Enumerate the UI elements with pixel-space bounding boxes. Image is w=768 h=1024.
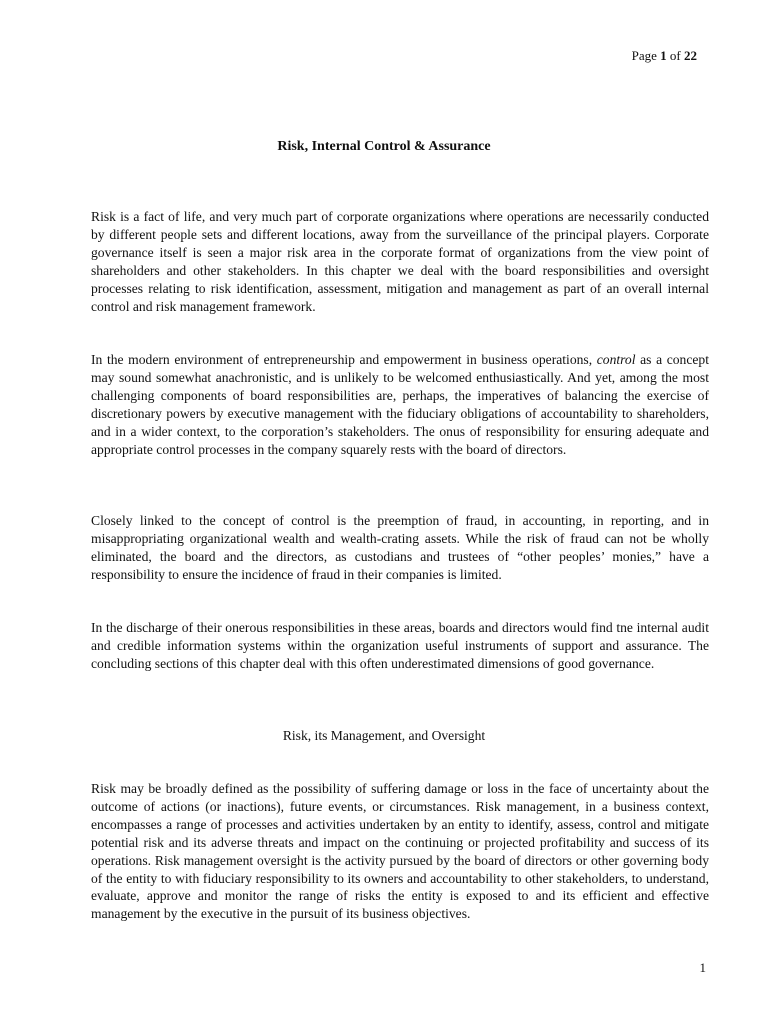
- paragraph-control-text-end: as a concept may sound somewhat anachronistic, and is unlikely to be welcomed enthusiastically. And yet, among the most challenging components of board responsibilities are, perhaps, the imperatives of balancing the exercise of discretionary powers by executive management with the fiduciary obligations of accountability to shareholders, and in a wider context, to the corporation’s stakeholders. The onus of responsibility for ensuring adequate and appropriate control processes in the company squarely rests with the board of directors.: [91, 352, 709, 457]
- paragraph-risk-definition: Risk may be broadly defined as the possibility of suffering damage or loss in the face of uncertainty about the outcome of actions (or inactions), future events, or circumstances. Risk management, in a business context, encompasses a range of processes and activities undertaken by an entity to identify, assess, control and mitigate potential risk and its adverse threats and impact on the continuing or projected profitability and success of its operations. Risk management oversight is the activity pursued by the board of directors or other governing body of the entity to with fiduciary responsibility to its owners and accountability to other stakeholders, to understand, evaluate, approve and monitor the range of risks the entity is exposed to and its efficient and effective management by the executive in the pursuit of its business objectives.: [91, 781, 709, 922]
- page-header: [632, 47, 697, 65]
- page-footer-number: 1: [699, 960, 706, 975]
- paragraph-intro: Risk is a fact of life, and very much part of corporate organizations where operations are necessarily conducted by different people sets and different locations, away from the surveillance of the principal players. Corporate governance itself is seen a major risk area in the corporate format of organizations from the view point of shareholders and other stakeholders. In this chapter we deal with the board responsibilities and oversight processes relating to risk identification, assessment, mitigation and management as part of an overall internal control and risk management framework.: [91, 209, 709, 314]
- control-emphasis: control: [596, 352, 636, 367]
- paragraph-fraud: Closely linked to the concept of control is the preemption of fraud, in accounting, in reporting, and in misappropriating organizational wealth and wealth-crating assets. While the risk of fraud can not be wholly eliminated, the board and the directors, as custodians and trustees of “other peoples’ monies,” have a responsibility to ensure the incidence of fraud in their companies is limited.: [91, 513, 709, 582]
- section-heading: Risk, its Management, and Oversight: [282, 728, 486, 743]
- page-of-label: of: [669, 48, 681, 63]
- page-label: Page: [631, 48, 657, 63]
- current-page-number: 1: [660, 48, 667, 63]
- total-page-count: 22: [684, 48, 697, 63]
- document-title: Risk, Internal Control & Assurance: [277, 139, 491, 154]
- paragraph-internal-audit: In the discharge of their onerous responsibilities in these areas, boards and directors would find tne internal audit and credible information systems within the organization useful instruments of support and assurance. The concluding sections of this chapter deal with this often underestimated dimensions of good governance.: [91, 620, 709, 671]
- paragraph-control: [91, 351, 709, 458]
- paragraph-control-text-start: In the modern environment of entrepreneurship and empowerment in business operations,: [91, 352, 597, 367]
